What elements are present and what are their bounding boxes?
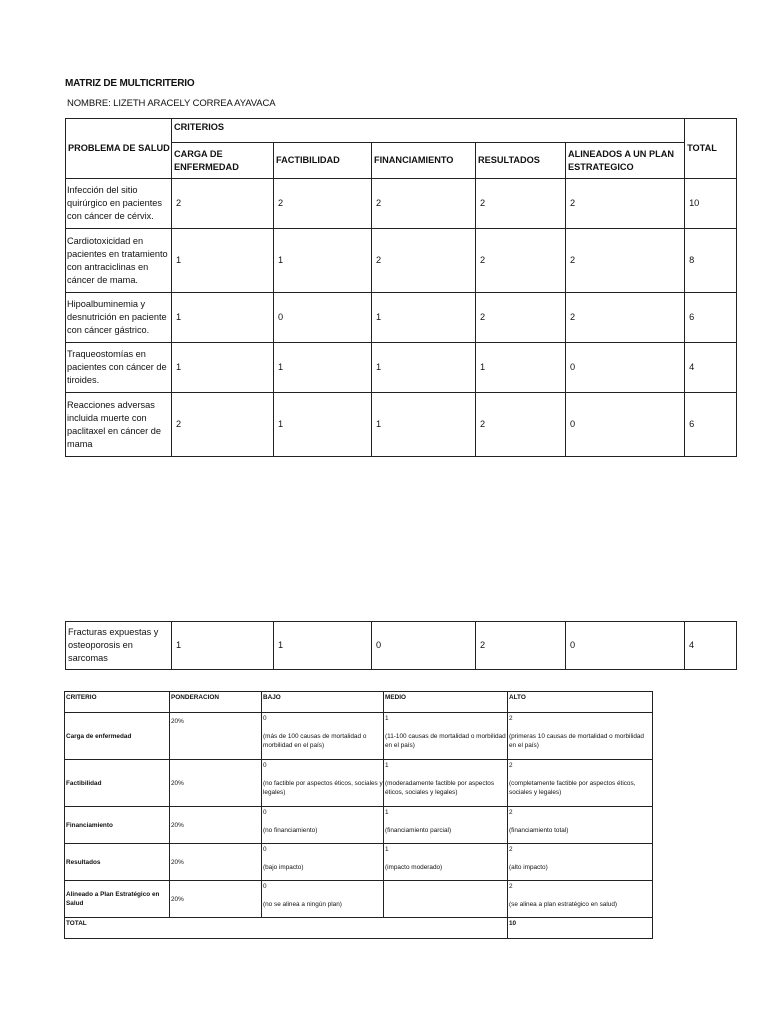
value-cell: 1 (372, 343, 476, 393)
header-alto: ALTO (508, 692, 653, 713)
total-cell: 6 (685, 393, 737, 457)
score-value: 2 (509, 715, 513, 722)
header-criterio: CRITERIO (65, 692, 170, 713)
score-value: 2 (509, 846, 513, 853)
criterio-cell: Factibilidad (65, 760, 170, 807)
table-row (66, 293, 737, 343)
value-cell: 1 (274, 343, 372, 393)
alto-cell (508, 807, 653, 844)
header-factibilidad: FACTIBILIDAD (274, 143, 372, 179)
score-description: (alto impacto) (509, 864, 548, 871)
score-value: 1 (385, 715, 389, 722)
score-value: 0 (263, 809, 267, 816)
table-row (65, 760, 653, 807)
table-row (65, 844, 653, 881)
author-name: NOMBRE: LIZETH ARACELY CORREA AYAVACA (67, 98, 276, 109)
problem-cell: Cardiotoxicidad en pacientes en tratamiento con antraciclinas en cáncer de mama. (66, 229, 172, 293)
header-alineados: ALINEADOS A UN PLAN ESTRATEGICO (566, 143, 685, 179)
total-label: TOTAL (65, 918, 508, 939)
problem-cell: Reacciones adversas incluida muerte con paclitaxel en cáncer de mama (66, 393, 172, 457)
value-cell: 2 (476, 293, 566, 343)
value-cell: 1 (172, 229, 274, 293)
value-cell: 2 (372, 179, 476, 229)
problem-cell: Hipoalbuminemia y desnutrición en paciente con cáncer gástrico. (66, 293, 172, 343)
table-row (66, 229, 737, 293)
problem-cell: Fracturas expuestas y osteoporosis en sarcomas (66, 622, 172, 670)
value-cell: 1 (274, 622, 372, 670)
score-description: (bajo impacto) (263, 864, 304, 871)
value-cell: 2 (566, 293, 685, 343)
score-description: (más de 100 causas de mortalidad o morbilidad en el país) (263, 733, 367, 749)
bajo-cell (262, 807, 384, 844)
score-description: (financiamiento total) (509, 827, 569, 834)
bajo-cell (262, 881, 384, 918)
value-cell: 0 (274, 293, 372, 343)
medio-cell (384, 807, 508, 844)
value-cell: 1 (476, 343, 566, 393)
value-cell: 2 (476, 622, 566, 670)
bajo-cell (262, 844, 384, 881)
total-cell: 4 (685, 622, 737, 670)
header-total: TOTAL (685, 119, 737, 179)
score-description: (no financiamiento) (263, 827, 318, 834)
criterio-cell: Financiamiento (65, 807, 170, 844)
score-description: (11-100 causas de mortalidad o morbilidad en el país) (385, 733, 506, 749)
value-cell: 0 (566, 393, 685, 457)
ponderacion-cell: 20% (170, 760, 262, 807)
score-description: (moderadamente factible por aspectos éticos, sociales y legales) (385, 780, 495, 796)
medio-cell (384, 844, 508, 881)
header-resultados: RESULTADOS (476, 143, 566, 179)
score-value: 0 (263, 762, 267, 769)
table-row (66, 622, 737, 670)
value-cell: 2 (566, 179, 685, 229)
score-value: 2 (509, 883, 513, 890)
score-value: 0 (263, 846, 267, 853)
value-cell: 1 (274, 393, 372, 457)
header-financiamiento: FINANCIAMIENTO (372, 143, 476, 179)
medio-cell (384, 881, 508, 918)
score-description: (se alinea a plan estratégico en salud) (509, 901, 617, 908)
score-description: (primeras 10 causas de mortalidad o morbilidad en el país) (509, 733, 644, 749)
criterio-cell: Carga de enfermedad (65, 713, 170, 760)
bajo-cell (262, 713, 384, 760)
score-value: 0 (263, 883, 267, 890)
alto-cell (508, 713, 653, 760)
total-value: 10 (508, 918, 653, 939)
table-row (66, 343, 737, 393)
score-value: 1 (385, 762, 389, 769)
table-row (65, 713, 653, 760)
value-cell: 2 (172, 393, 274, 457)
header-ponderacion: PONDERACION (170, 692, 262, 713)
problem-cell: Infección del sitio quirúrgico en pacientes con cáncer de cérvix. (66, 179, 172, 229)
value-cell: 2 (476, 229, 566, 293)
table-row (65, 881, 653, 918)
value-cell: 0 (372, 622, 476, 670)
extra-problem-table (65, 621, 737, 670)
value-cell: 1 (372, 393, 476, 457)
value-cell: 0 (566, 343, 685, 393)
bajo-cell (262, 760, 384, 807)
score-value: 2 (509, 809, 513, 816)
score-value: 0 (263, 715, 267, 722)
criteria-weighting-table (64, 691, 653, 939)
alto-cell (508, 760, 653, 807)
score-description: (financiamiento parcial) (385, 827, 452, 834)
document-title: MATRIZ DE MULTICRITERIO (65, 78, 195, 89)
value-cell: 1 (372, 293, 476, 343)
value-cell: 1 (172, 343, 274, 393)
total-cell: 4 (685, 343, 737, 393)
alto-cell (508, 844, 653, 881)
table-row (66, 179, 737, 229)
criterio-cell: Alineado a Plan Estratégico en Salud (65, 881, 170, 918)
ponderacion-cell: 20% (170, 807, 262, 844)
score-description: (completamente factible por aspectos éticos, sociales y legales) (509, 780, 636, 796)
table-row (66, 393, 737, 457)
problem-cell: Traqueostomías en pacientes con cáncer de tiroides. (66, 343, 172, 393)
value-cell: 1 (172, 293, 274, 343)
value-cell: 2 (172, 179, 274, 229)
total-cell: 10 (685, 179, 737, 229)
ponderacion-cell: 20% (170, 844, 262, 881)
ponderacion-cell: 20% (170, 713, 262, 760)
header-criteria: CRITERIOS (172, 119, 685, 143)
ponderacion-cell: 20% (170, 881, 262, 918)
value-cell: 2 (566, 229, 685, 293)
value-cell: 2 (476, 393, 566, 457)
score-value: 2 (509, 762, 513, 769)
multicriteria-matrix (65, 118, 737, 457)
header-row-criteria (66, 119, 737, 143)
criteria-header-row (65, 692, 653, 713)
criterio-cell: Resultados (65, 844, 170, 881)
table-row (65, 807, 653, 844)
value-cell: 2 (274, 179, 372, 229)
value-cell: 1 (274, 229, 372, 293)
score-description: (no factible por aspectos éticos, sociales y legales) (263, 780, 383, 796)
score-value: 1 (385, 809, 389, 816)
criteria-total-row (65, 918, 653, 939)
header-medio: MEDIO (384, 692, 508, 713)
alto-cell (508, 881, 653, 918)
value-cell: 2 (476, 179, 566, 229)
medio-cell (384, 713, 508, 760)
medio-cell (384, 760, 508, 807)
value-cell: 2 (372, 229, 476, 293)
total-cell: 8 (685, 229, 737, 293)
header-bajo: BAJO (262, 692, 384, 713)
header-problem: PROBLEMA DE SALUD (66, 119, 172, 179)
header-carga: CARGA DE ENFERMEDAD (172, 143, 274, 179)
value-cell: 0 (566, 622, 685, 670)
score-value: 1 (385, 846, 389, 853)
score-description: (impacto moderado) (385, 864, 443, 871)
score-description: (no se alinea a ningún plan) (263, 901, 342, 908)
value-cell: 1 (172, 622, 274, 670)
total-cell: 6 (685, 293, 737, 343)
